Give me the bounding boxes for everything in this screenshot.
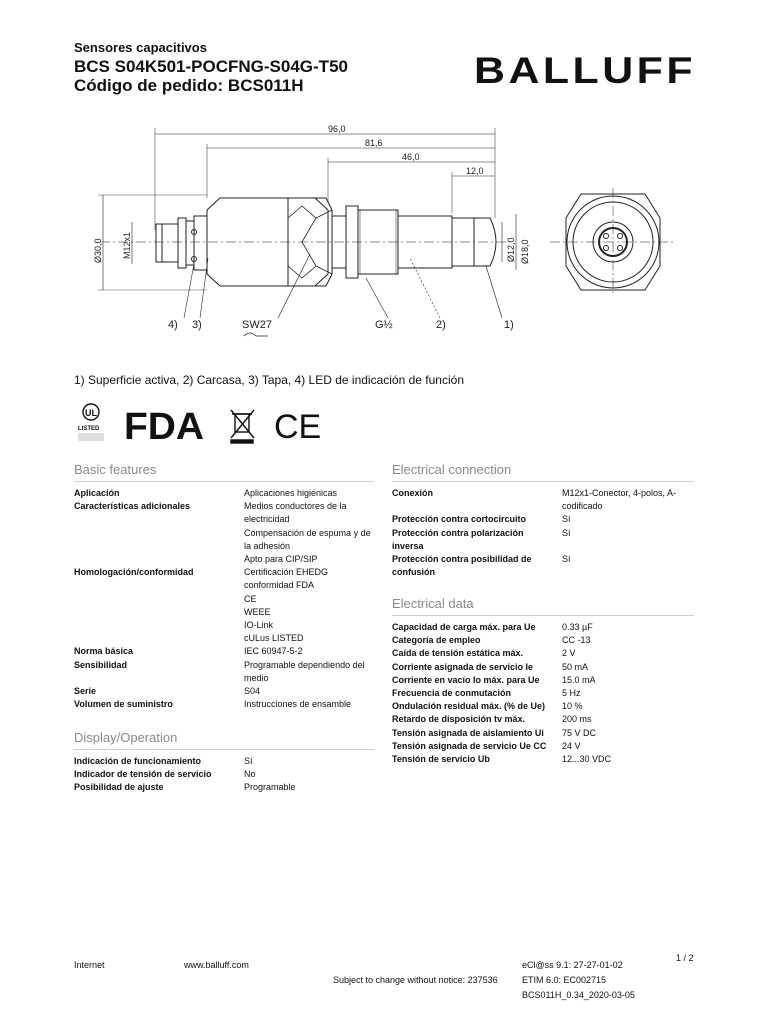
callout-led: 4) <box>168 319 178 331</box>
spec-key: Protección contra posibilidad de confusión <box>392 554 532 578</box>
dim-96: 96,0 <box>328 124 346 134</box>
spec-value-line: Sí <box>562 527 571 538</box>
spec-row <box>392 634 694 647</box>
callout-thread: G½ <box>375 319 393 331</box>
spec-value-line: Medios conductores de la electricidad <box>244 501 347 525</box>
spec-value-line: Sí <box>562 554 571 565</box>
spec-row <box>392 621 694 634</box>
spec-key: Aplicación <box>74 488 120 498</box>
basic-features-section <box>74 462 374 711</box>
spec-value-line: No <box>244 769 256 780</box>
spec-key: Ondulación residual máx. (% de Ue) <box>392 701 546 712</box>
spec-value <box>562 621 694 634</box>
electrical-connection-section <box>392 462 694 579</box>
spec-value-line: S04 <box>244 686 261 697</box>
spec-value <box>244 500 374 566</box>
spec-key: Corriente en vacío Io máx. para Ue <box>392 674 540 685</box>
spec-row <box>74 487 374 500</box>
spec-row <box>392 661 694 674</box>
spec-value-line: 15.0 mA <box>562 674 596 685</box>
spec-value <box>562 553 694 579</box>
spec-row <box>74 781 374 794</box>
order-code: Código de pedido: BCS011H <box>74 76 304 95</box>
spec-key: Homologación/conformidad <box>74 567 194 578</box>
spec-value-line: Programable dependiendo del medio <box>244 659 365 683</box>
spec-row <box>74 500 374 566</box>
spec-value-line: CC -13 <box>562 635 591 646</box>
section-title: Display/Operation <box>74 730 374 750</box>
spec-key: Protección contra polarización inversa <box>392 527 524 551</box>
spec-value-line: Sí <box>562 514 571 525</box>
spec-value-line: Apto para CIP/SIP <box>244 554 318 565</box>
spec-row <box>74 685 374 698</box>
spec-key: Categoría de empleo <box>392 635 481 646</box>
spec-row <box>74 768 374 781</box>
spec-value <box>562 713 694 726</box>
spec-value <box>562 527 694 553</box>
page-number: 1 / 2 <box>676 953 694 963</box>
dim-81-6: 81,6 <box>365 138 383 148</box>
spec-value <box>562 753 694 766</box>
spec-value <box>562 634 694 647</box>
spec-value-line: 50 mA <box>562 661 589 672</box>
spec-value-line: Instrucciones de ensamble <box>244 699 352 710</box>
spec-row <box>74 566 374 645</box>
ul-listed-label: LISTED <box>78 426 100 432</box>
section-title: Electrical data <box>392 596 694 616</box>
spec-key: Caída de tensión estática máx. <box>392 648 524 659</box>
spec-row <box>392 727 694 740</box>
spec-row <box>392 553 694 579</box>
spec-value-line: M12x1-Conector, 4-polos, A-codificado <box>562 488 677 512</box>
spec-row <box>392 487 694 513</box>
spec-row <box>392 740 694 753</box>
spec-value-line: 0.33 µF <box>562 622 593 632</box>
callout-active-surface: 1) <box>504 319 514 331</box>
svg-text:UL: UL <box>85 408 97 418</box>
spec-value-line: Sí <box>244 756 253 766</box>
spec-key: Protección contra cortocircuito <box>392 514 527 525</box>
spec-key: Posibilidad de ajuste <box>74 782 164 793</box>
fda-text: FDA <box>124 406 204 448</box>
spec-key: Volumen de suministro <box>74 699 173 710</box>
spec-value <box>244 487 374 500</box>
spec-value-line: 5 Hz <box>562 688 581 699</box>
footer-website-link[interactable]: www.balluff.com <box>184 960 249 970</box>
spec-value-line: Certificación EHEDG conformidad FDA <box>244 567 329 591</box>
footer-change-notice: Subject to change without notice: 237536 <box>333 975 498 985</box>
balluff-logo <box>474 50 696 90</box>
spec-value <box>244 566 374 645</box>
spec-value <box>562 740 694 753</box>
spec-key: Indicador de tensión de servicio <box>74 769 212 780</box>
spec-row <box>392 647 694 660</box>
footer-eclass: eCl@ss 9.1: 27-27-01-02 <box>522 960 623 970</box>
product-category: Sensores capacitivos <box>74 40 207 55</box>
spec-row <box>392 674 694 687</box>
dimension-drawing <box>70 118 710 343</box>
section-title: Electrical connection <box>392 462 694 482</box>
spec-value <box>562 674 694 687</box>
dim-diameter-12: Ø12,0 <box>506 237 516 262</box>
spec-key: Tensión asignada de aislamiento Ui <box>392 727 544 738</box>
spec-value-line: Programable <box>244 782 296 793</box>
spec-value <box>244 685 374 698</box>
spec-row <box>392 713 694 726</box>
spec-value <box>562 661 694 674</box>
spec-value-line: cULus LISTED <box>244 633 304 644</box>
spec-value <box>562 700 694 713</box>
spec-row <box>392 700 694 713</box>
drawing-legend: 1) Superficie activa, 2) Carcasa, 3) Tapa, 4) LED de indicación de función <box>74 373 464 387</box>
cul-us-listed-icon <box>78 404 104 441</box>
spec-value <box>562 727 694 740</box>
spec-value-line: WEEE <box>244 606 271 617</box>
certification-marks <box>74 402 334 448</box>
spec-value <box>244 645 374 658</box>
spec-key: Conexión <box>392 488 434 498</box>
spec-value-line: 12...30 VDC <box>562 754 612 765</box>
callout-housing: 2) <box>436 319 446 331</box>
spec-value <box>244 659 374 685</box>
spec-value-line: Compensación de espuma y de la adhesión <box>244 527 371 551</box>
dim-m12: M12x1 <box>122 231 132 259</box>
callout-cap: 3) <box>192 319 202 331</box>
spec-value <box>244 781 374 794</box>
footer-etim: ETIM 6.0: EC002715 <box>522 975 607 985</box>
dim-46: 46,0 <box>402 152 420 162</box>
spec-value <box>562 687 694 700</box>
electrical-data-section <box>392 596 694 766</box>
spec-row <box>74 755 374 768</box>
display-operation-table <box>74 755 374 795</box>
spec-value-line: 2 V <box>562 648 576 659</box>
spec-value-line: CE <box>244 593 257 604</box>
spec-value <box>244 755 374 768</box>
spec-key: Sensibilidad <box>74 659 128 670</box>
spec-key: Norma básica <box>74 646 134 657</box>
logo-text: BALLUFF <box>474 50 696 90</box>
electrical-data-table <box>392 621 694 766</box>
footer-doc-id: BCS011H_0.34_2020-03-05 <box>522 990 635 1000</box>
fda-logo <box>124 406 204 448</box>
spec-value <box>562 647 694 660</box>
spec-value-line: IEC 60947-5-2 <box>244 646 303 657</box>
dim-diameter-30: Ø30,0 <box>93 238 103 263</box>
spec-row <box>392 687 694 700</box>
ce-text: CE <box>274 408 322 446</box>
section-title: Basic features <box>74 462 374 482</box>
product-name: BCS S04K501-POCFNG-S04G-T50 <box>74 57 348 76</box>
spec-value-line: 200 ms <box>562 714 592 725</box>
spec-key: Tensión asignada de servicio Ue CC <box>392 740 547 751</box>
spec-key: Serie <box>74 686 97 697</box>
spec-value-line: 10 % <box>562 701 583 712</box>
ce-mark <box>274 408 321 446</box>
spec-key: Características adicionales <box>74 501 191 512</box>
spec-key: Corriente asignada de servicio Ie <box>392 661 534 672</box>
spec-row <box>392 527 694 553</box>
spec-row <box>74 645 374 658</box>
weee-bin-icon <box>231 410 254 443</box>
spec-key: Frecuencia de conmutación <box>392 688 512 699</box>
footer-internet-label: Internet <box>74 960 105 970</box>
spec-key: Retardo de disposición tv máx. <box>392 714 526 725</box>
spec-row <box>74 698 374 711</box>
electrical-connection-table <box>392 487 694 579</box>
spec-row <box>392 753 694 766</box>
spec-value-line: 75 V DC <box>562 727 597 738</box>
spec-value-line: IO-Link <box>244 620 274 631</box>
spec-key: Indicación de funcionamiento <box>74 756 202 766</box>
spec-value-line: Aplicaciones higiénicas <box>244 488 338 498</box>
spec-value <box>562 513 694 526</box>
dim-12: 12,0 <box>466 166 484 176</box>
spec-row <box>74 659 374 685</box>
spec-key: Capacidad de carga máx. para Ue <box>392 622 536 632</box>
callout-sw27: SW27 <box>242 319 272 331</box>
basic-features-table <box>74 487 374 711</box>
spec-value <box>244 698 374 711</box>
spec-value-line: 24 V <box>562 740 581 751</box>
spec-key: Tensión de servicio Ub <box>392 754 490 765</box>
spec-value <box>244 768 374 781</box>
spec-value <box>562 487 694 513</box>
display-operation-section <box>74 730 374 795</box>
dim-diameter-18: Ø18,0 <box>520 239 530 264</box>
spec-row <box>392 513 694 526</box>
page-title <box>74 57 348 95</box>
